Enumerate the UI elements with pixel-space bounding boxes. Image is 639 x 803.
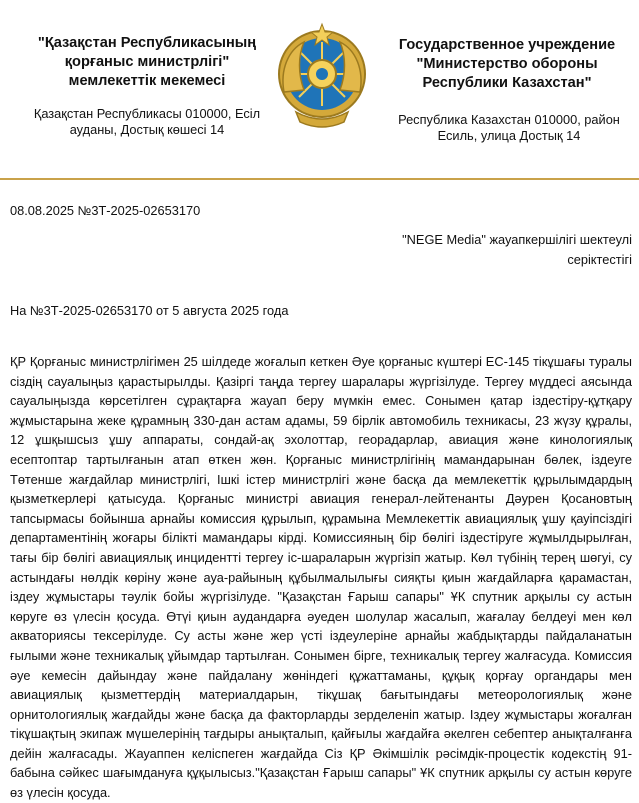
- org-name-russian: Государственное учреждение "Министерство обороны Республики Казахстан": [398, 37, 616, 91]
- letter-reference: 08.08.2025 №3Т-2025-02653170: [10, 203, 201, 218]
- org-name-kazakh: "Қазақстан Республикасының қорғаныс министрлігі" мемлекеттік мекемесі: [37, 35, 257, 89]
- org-address-kazakh: Қазақстан Республикасы 010000, Есіл ауданы, Достық көшесі 14: [33, 106, 261, 137]
- org-address-russian: Республика Казахстан 010000, район Есиль, улица Достық 14: [398, 112, 620, 143]
- header-divider: [0, 178, 639, 180]
- in-reply-to: На №3Т-2025-02653170 от 5 августа 2025 года: [10, 303, 289, 318]
- letter-recipient: "NEGE Media" жауапкершілігі шектеулі серіктестігі: [402, 232, 632, 267]
- letter-body: ҚР Қорғаныс министрлігімен 25 шілдеде жоғалып кеткен Әуе қорғаныс күштері EC-145 тікұшағы туралы сіздің сауалыңыз қарастырылды. Қазіргі таңда тергеу шаралары жүргізілуде. Тергеу мүддесі аясында сауалыңызда көрсетілген сұрақтарға жауап беру мүмкін емес. Сонымен қатар іздестіру-құтқару жұмыстарына жеке құрамның 330-дан астам адамы, 59 бірлік автомобиль техникасы, 23 жүзу құралы, 12 ұшқышсыз ұшу аппараты, сондай-ақ эхолоттар, георадарлар, авиация және кинологиялық есептоптар тартылғанын атап өткен жөн. Қорғаныс министрлігінің мамандарынан бөлек, іздеуге Төтенше жағдайлар министрлігі, Ішкі істер министрлігі және басқа да мемлекеттік құрылымдардың қызметкерлері қатысуда. Қорғаныс министрі авиация генерал-лейтенанты Дәурен Қосановтың тапсырмасы бойынша арнайы комиссия құрылып, құрамына Мемлекеттік авиациялық ұшу қауіпсіздігі департаментінің жоғары білікті мамандары кірді. Комиссияның бір бөлігі іздестіруге жұмылдырылған, тағы бір бөлігі авиациялық инцидентті тергеу іс-шараларын жүргізіп жатыр. Көл түбінің терең шөгуі, су астындағы нөлдік көріну және ауа-райының құбылмалылығы сияқты қиын жағдайларға қарамастан, іздеу жұмыстары тәулік бойы жүргізілуде. "Қазақстан Ғарыш сапары" ҰК спутник арқылы су астын көруге өз үлесін қосуда. Өтүі қиын аудандарға әуеден шолулар жасалып, жағалау белдеуі мен көл акваториясы тексерілуде. Су асты және жер үсті іздеулеріне арнайы жабдықтарды пайдаланатын ғылыми және техникалық ұйымдар тартылған. Сонымен бірге, техникалық тергеу жалғасуда. Комиссия әуе кемесін дайындау және пайдалану жөніндегі құжаттаманы, құқық қорғау органдары мен авиациялық қызметтердің материалдарын, тікұшақ бағытындағы метеорологиялық және орнитологиялық жағдайды және басқа да факторларды зерделеніп жатыр. Іздеу жұмыстары жоғалған тікұшақтың экипаж мүшелерінің тағдыры анықталып, қайғылы жағдайға әкелген себептер анықталғанға дейін жалғасады. Жауаппен келіспеген жағдайда Сіз ҚР Әкімшілік рәсімдік-процестік кодекстің 91-бабына сәйкес шағымдануға құқылысыз."Қазақстан Ғарыш сапары" ҰК спутник арқылы су астын көруге өз үлесін қосуда.: [10, 354, 632, 801]
- kazakhstan-state-emblem-icon: [274, 22, 370, 130]
